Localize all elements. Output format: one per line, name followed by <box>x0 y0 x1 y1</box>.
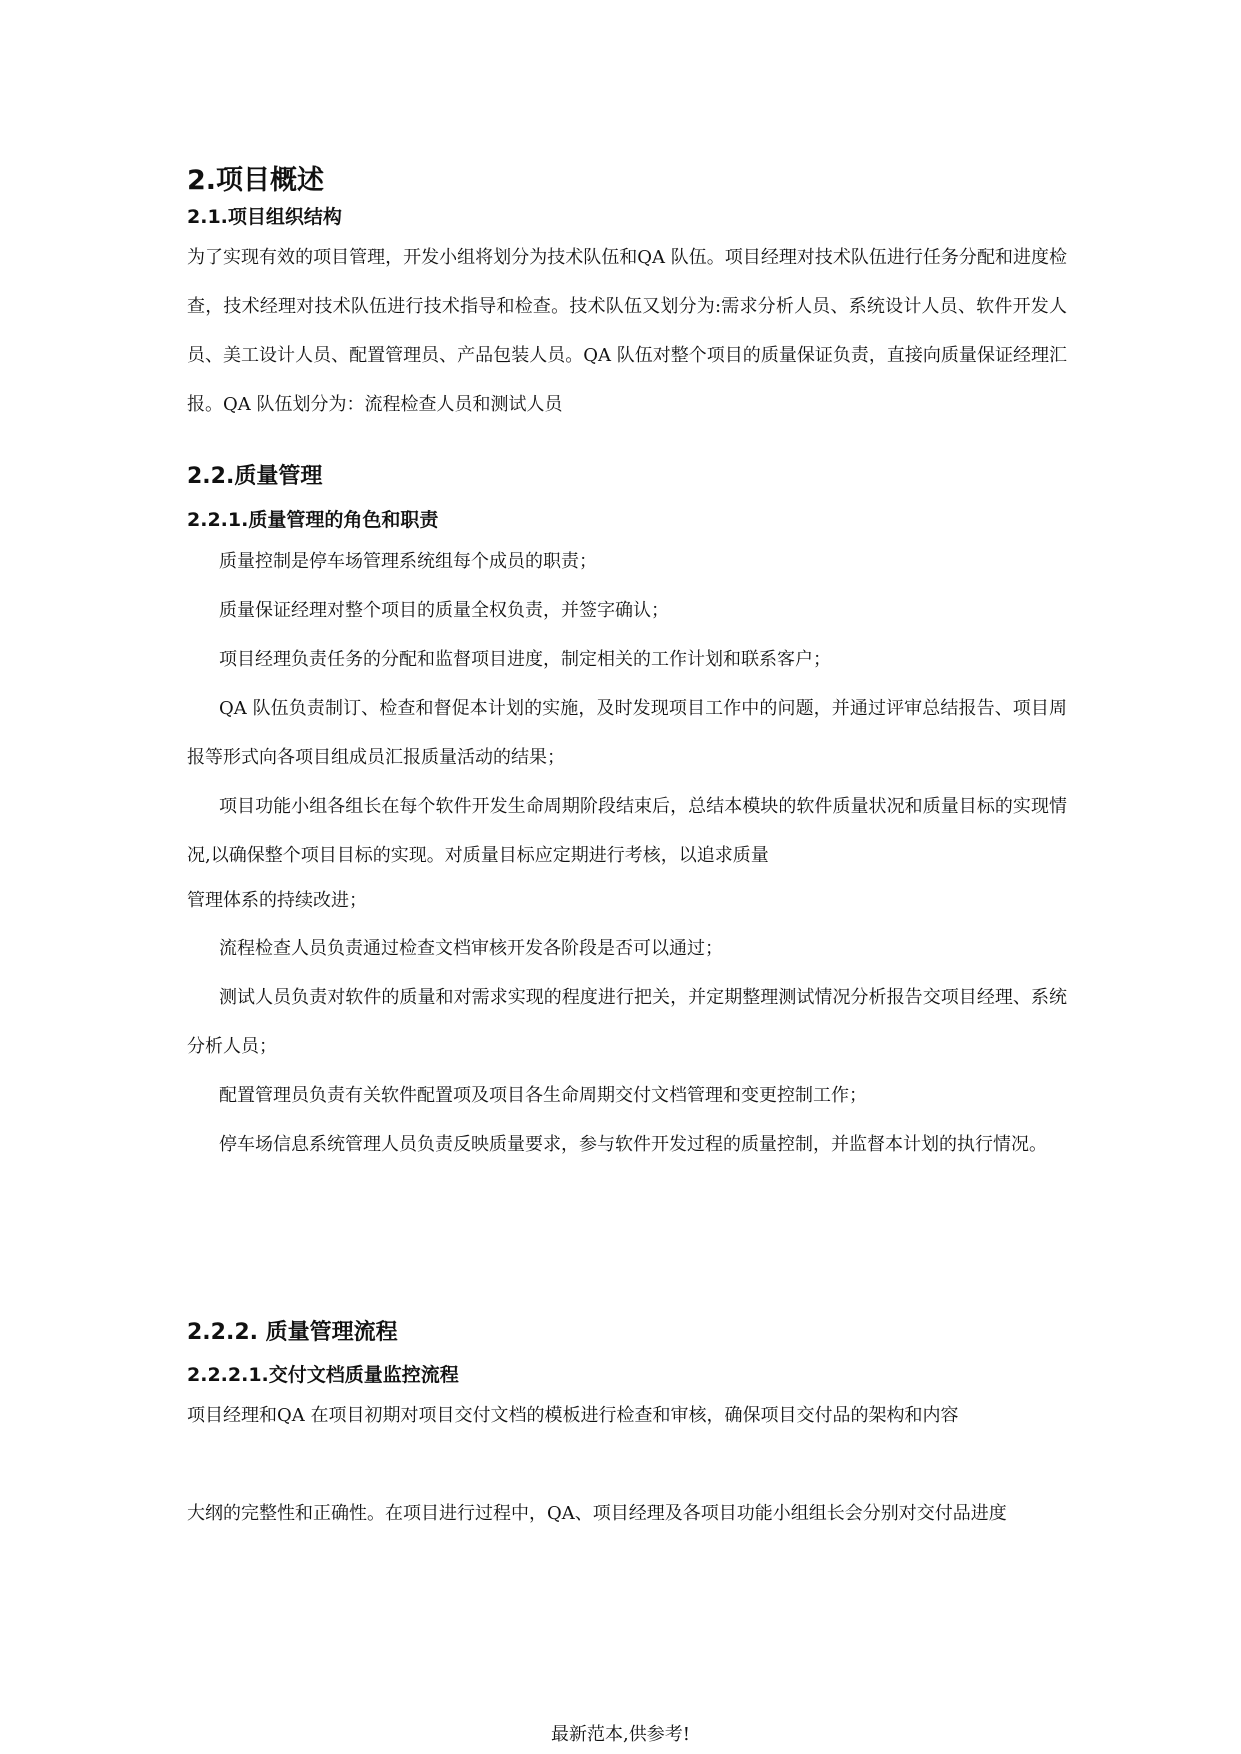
role-item: 管理体系的持续改进； <box>187 890 367 911</box>
role-item: 质量保证经理对整个项目的质量全权负责，并签字确认； <box>219 600 669 621</box>
paragraph-flow: 项目经理和QA 在项目初期对项目交付文档的模板进行检查和审核，确保项目交付品的架构和内容 <box>187 1405 959 1426</box>
heading-delivery-doc-monitoring: 2.2.2.1.交付文档质量监控流程 <box>187 1364 459 1386</box>
role-item: 项目功能小组各组长在每个软件开发生命周期阶段结束后，总结本模块的软件质量状况和质量目标的实现情况,以确保整个项目目标的实现。对质量目标应定期进行考核，以追求质量 <box>187 796 1067 866</box>
heading-quality-process: 2.2.2. 质量管理流程 <box>187 1320 398 1345</box>
heading-org-structure: 2.1.项目组织结构 <box>187 206 342 228</box>
paragraph-org-structure: 为了实现有效的项目管理，开发小组将划分为技术队伍和QA 队伍。项目经理对技术队伍进行任务分配和进度检查，技术经理对技术队伍进行技术指导和检查。技术队伍又划分为:需求分析人员、系统设计人员、软件开发人员、美工设计人员、配置管理员、产品包装人员。QA 队伍对整个项目的质量保证负责，直接向质量保证经理汇报。QA 队伍划分为：流程检查人员和测试人员 <box>187 247 1067 415</box>
heading-project-overview: 2.项目概述 <box>187 165 325 196</box>
role-item: 质量控制是停车场管理系统组每个成员的职责； <box>219 551 597 572</box>
role-item: 项目经理负责任务的分配和监督项目进度，制定相关的工作计划和联系客户； <box>219 649 831 670</box>
page-footer: 最新范本,供参考! <box>551 1724 690 1745</box>
role-item: 流程检查人员负责通过检查文档审核开发各阶段是否可以通过； <box>219 938 723 959</box>
role-item: 停车场信息系统管理人员负责反映质量要求，参与软件开发过程的质量控制，并监督本计划的执行情况。 <box>219 1134 1047 1155</box>
role-item: 配置管理员负责有关软件配置项及项目各生命周期交付文档管理和变更控制工作； <box>219 1085 867 1106</box>
role-item: 测试人员负责对软件的质量和对需求实现的程度进行把关，并定期整理测试情况分析报告交项目经理、系统分析人员； <box>187 987 1067 1057</box>
paragraph-flow: 大纲的完整性和正确性。在项目进行过程中，QA、项目经理及各项目功能小组组长会分别对交付品进度 <box>187 1503 1007 1524</box>
heading-quality-management: 2.2.质量管理 <box>187 464 323 489</box>
heading-roles-responsibilities: 2.2.1.质量管理的角色和职责 <box>187 509 439 531</box>
role-item: QA 队伍负责制订、检查和督促本计划的实施，及时发现项目工作中的问题，并通过评审总结报告、项目周报等形式向各项目组成员汇报质量活动的结果； <box>187 698 1067 768</box>
